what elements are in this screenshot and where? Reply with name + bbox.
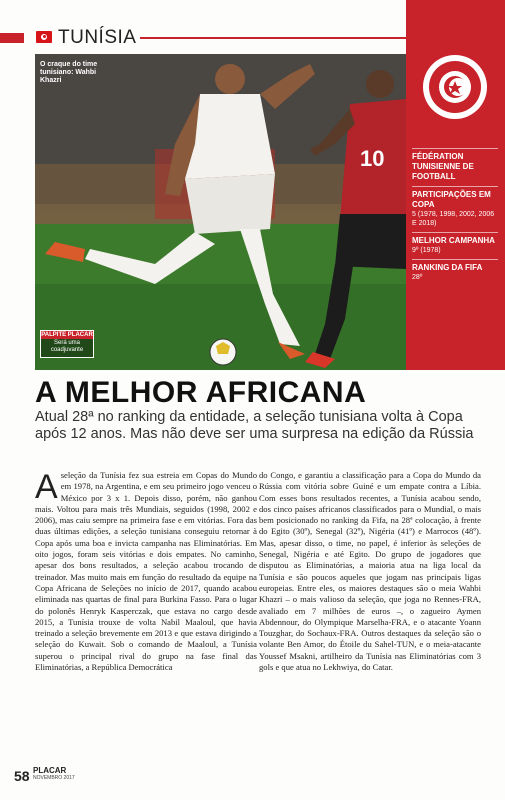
magazine-name: PLACAR — [33, 766, 67, 775]
column-text: seleção da Tunísia fez sua estreia em Copas do Mundo em 1978, na Argentina, e em seu primeiro jogo venceu o México por 3 x 1. Depois disso, porém, não ganhou mais. Voltou para mais três Mundiais, seguidos (1998, 2002 e 2006), mas caiu sempre na primeira fase e em vitórias. Fora das duas últimas edições, a seleção tunisiana conseguiu retornar à Copa após uma boa e invicta campanha nas Eliminatórias. Em oito jogos, foram seis vitórias e dois empates. No caminho, apesar dos bons resultados, a seleção acabou trocando de treinador. Mas muito mais em função do resultado da equipe na Copa Africana de Seleções no início de 2017, quando acabou eliminada nas quartas de final para Burkina Fasso. Para o lugar do polonês Henryk Kasperczak, que estava no cargo desde 2015, a Tunísia trouxe de volta Nabil Maaloul, que havia treinado a seleção brevemente em 2013 e que estava dirigindo a seleção do Kuwait. Sob o comando de Maaloul, a Tunísia superou o principal rival do grupo na fase final das Eliminatórias, a República Democrática — [35, 470, 257, 673]
article-column-right — [259, 470, 481, 673]
team-facts-list — [412, 148, 498, 286]
fact-participations — [412, 186, 498, 232]
article-headline: A MELHOR AFRICANA — [35, 376, 367, 409]
prediction-label: PALPITE PLACAR — [41, 332, 93, 338]
match-photo-illustration — [35, 54, 406, 370]
page-number: 58 — [14, 768, 30, 784]
fact-value: 9º (1978) — [412, 247, 441, 254]
column-text: do Congo, e garantiu a classificação para a Copa do Mundo da Rússia com vitória sobre Guiné e um empate contra a Líbia. Com esses bons resultados recentes, a Tunísia acabou sendo, dos cinco países africanos classificados para o Mundial, o mais bem posicionado no ranking da Fifa, na 28ª colocação, à frente do Egito (30º), Senegal (32º), Nigéria (41º) e Marrocos (48º). Mas, apesar disso, o time, no papel, é inferior às seleções de Senegal, Nigéria e até Egito. Do grupo de jogadores que disputou as Eliminatórias, a maioria atua na liga local da Tunísia e são poucos aqueles que jogam nas principais ligas europeias. Entre eles, os maiores destaques são o meia Wahbi Khazri – o mais valioso da seleção, que joga no Rennes-FRA, avaliado em 7 milhões de euros –, o zagueiro Aymen Abdennour, do Olympique Marselha-FRA, e o atacante Yoann Touzghar, do Sochaux-FRA. Outros destaques da seleção são o volante Ben Amor, do Étoile du Sahel-TUN, e o meia-atacante Youssef Msakni, artilheiro da Tunísia nas Eliminatórias com 3 gols e que atua no Lekhwiya, do Catar. — [259, 470, 481, 673]
fact-fifa-ranking — [412, 259, 498, 286]
fact-title: PARTICIPAÇÕES EM COPA — [412, 190, 491, 209]
issue-date: NOVEMBRO 2017 — [33, 775, 75, 781]
article-column-left — [35, 470, 257, 673]
fact-value: 5 (1978, 1998, 2002, 2006 E 2018) — [412, 211, 495, 227]
svg-text:10: 10 — [360, 146, 385, 171]
tunisia-flag-icon — [36, 31, 52, 43]
fact-value: 28º — [412, 274, 423, 281]
section-rule — [140, 37, 406, 39]
fact-federation — [412, 148, 498, 186]
match-photo — [35, 54, 406, 370]
ball-icon — [210, 339, 236, 365]
photo-caption: O craque do time tunisiano: Wahbi Khazri — [40, 61, 98, 84]
fact-title: RANKING DA FIFA — [412, 263, 483, 272]
federation-crest-icon — [422, 50, 488, 124]
drop-cap: A — [35, 468, 58, 506]
prediction-text: Será uma coadjuvante — [50, 340, 84, 353]
team-facts-panel — [406, 0, 505, 370]
fact-title: FÉDÉRATION TUNISIENNE DE FOOTBALL — [412, 152, 474, 181]
section-accent-bar — [0, 33, 24, 43]
article-subhead: Atual 28ª no ranking da entidade, a seleção tunisiana volta à Copa após 12 anos. Mas não deve ser uma surpresa na edição da Rússia — [35, 409, 474, 442]
fact-best-campaign — [412, 232, 498, 259]
prediction-badge — [40, 330, 94, 358]
section-title: TUNÍSIA — [58, 27, 137, 48]
fact-title: MELHOR CAMPANHA — [412, 236, 495, 245]
